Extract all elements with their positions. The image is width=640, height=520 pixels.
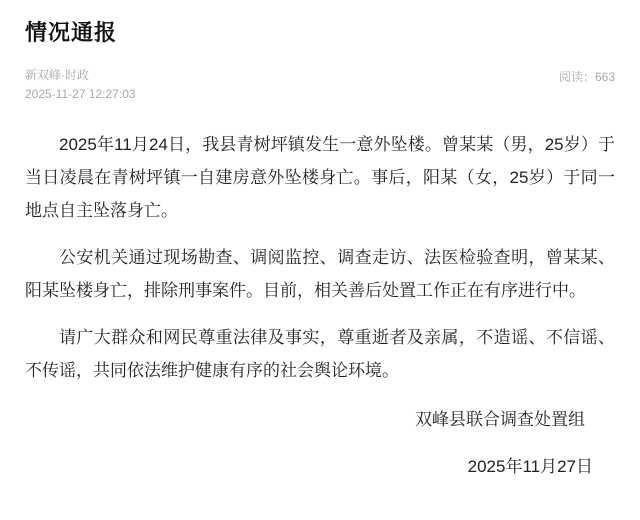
article-meta: [25, 66, 615, 104]
read-count: 阅读：663: [558, 70, 615, 84]
publish-date: 2025年11月27日: [467, 457, 593, 476]
article-source: 新双峰·时政: [25, 68, 89, 82]
publish-timestamp: 2025-11-27 12:27:03: [25, 87, 136, 101]
page-title: 情况通报: [25, 20, 118, 45]
article-body: [25, 128, 615, 483]
article-paragraph: 请广大群众和网民尊重法律及事实，尊重逝者及亲属，不造谣、不信谣、不传谣，共同依法维护健康有序的社会舆论环境。: [25, 328, 615, 380]
meta-left: [25, 66, 136, 104]
signature: 双峰县联合调查处置组: [415, 410, 585, 429]
article-paragraph: 2025年11月24日，我县青树坪镇发生一意外坠楼。曾某某（男，25岁）于当日凌晨在青树坪镇一自建房意外坠楼身亡。事后，阳某（女，25岁）于同一地点自主坠落身亡。: [25, 135, 615, 220]
article-paragraph: 公安机关通过现场勘查、调阅监控、调查走访、法医检验查明，曾某某、阳某坠楼身亡，排除刑事案件。目前，相关善后处置工作正在有序进行中。: [25, 248, 615, 300]
